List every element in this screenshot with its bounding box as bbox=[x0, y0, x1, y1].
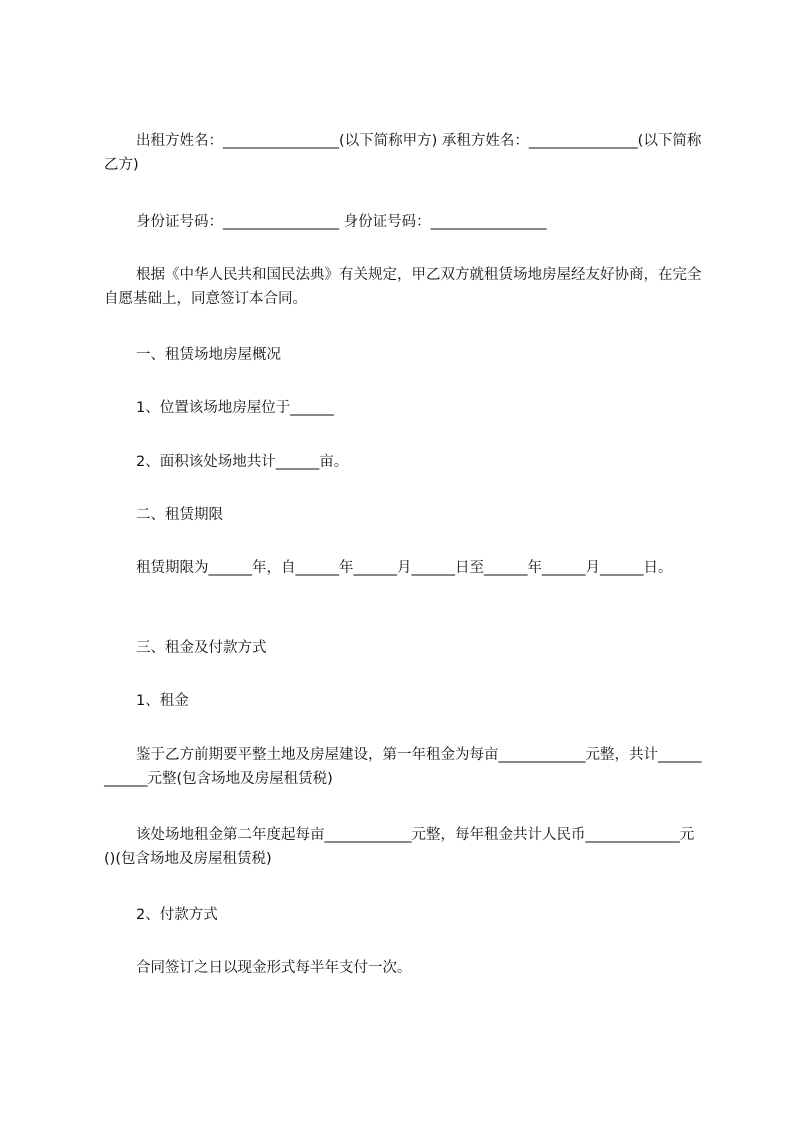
id-number-line: 身份证号码：________________ 身份证号码：________________ bbox=[136, 214, 547, 230]
section-heading-overview: 一、租赁场地房屋概况 bbox=[136, 347, 281, 363]
clause-first-year-rent: 鉴于乙方前期要平整土地及房屋建设，第一年租金为每亩____________元整，共计____________元整(包含场地及房屋租赁税) bbox=[104, 747, 702, 787]
clause-payment-method: 合同签订之日以现金形式每半年支付一次。 bbox=[136, 960, 412, 976]
clause-subsequent-rent: 该处场地租金第二年度起每亩____________元整，每年租金共计人民币_____________元()(包含场地及房屋租赁税) bbox=[104, 827, 695, 867]
clause-location: 1、位置该场地房屋位于______ bbox=[136, 400, 334, 416]
clause-rent-heading: 1、租金 bbox=[136, 693, 189, 709]
clause-area: 2、面积该处场地共计______亩。 bbox=[136, 454, 349, 470]
party-names-line: 出租方姓名：________________(以下简称甲方) 承租方姓名：_______________(以下简称乙方) bbox=[104, 133, 702, 173]
preamble-paragraph: 根据《中华人民共和国民法典》有关规定，甲乙双方就租赁场地房屋经友好协商，在完全自愿基础上，同意签订本合同。 bbox=[104, 267, 702, 307]
section-heading-term: 二、租赁期限 bbox=[136, 507, 223, 523]
clause-payment-method-heading: 2、付款方式 bbox=[136, 907, 218, 923]
clause-lease-term: 租赁期限为______年，自______年______月______日至______年______月______日。 bbox=[136, 560, 673, 576]
section-heading-rent-payment: 三、租金及付款方式 bbox=[136, 640, 267, 656]
